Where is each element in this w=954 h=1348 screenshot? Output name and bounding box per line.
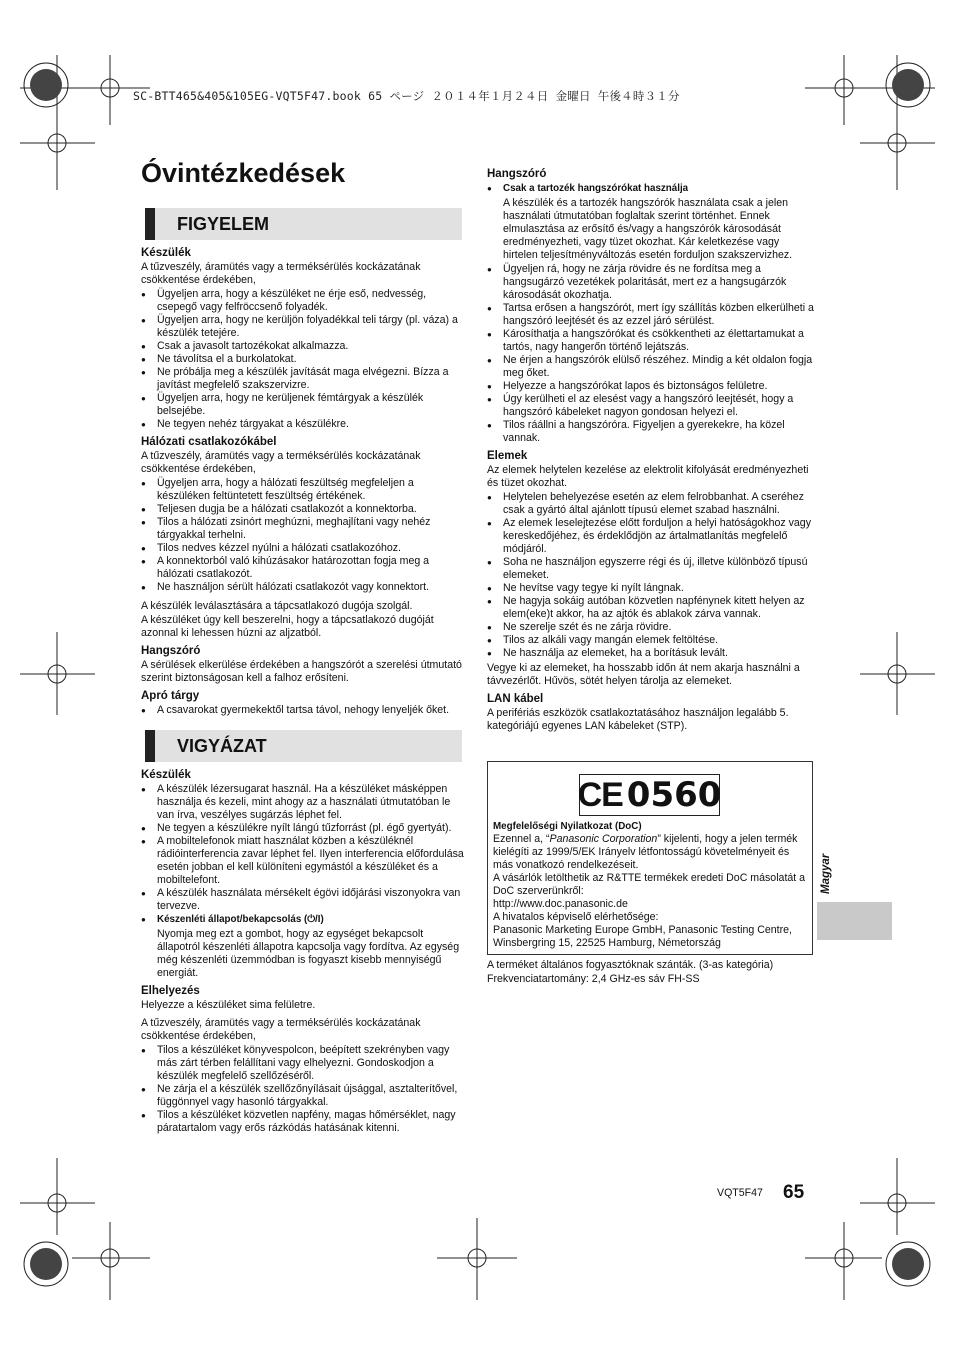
after-box-text (487, 959, 815, 987)
elemek-note: Vegye ki az elemeket, ha hosszabb időn át nem akarja használni a távvezérlőt. Hűvös, sötét helyen tárolja az elemeket. (487, 662, 800, 687)
apro-list (141, 704, 466, 717)
doc-declaration-box (487, 761, 813, 955)
accessory-speakers-heading: ● Csak a tartozék hangszórókat használja (487, 182, 815, 195)
elemek-list (487, 491, 815, 660)
consumer-category: A terméket általános fogyasztóknak szánták. (3-as kategória) (487, 959, 774, 971)
figyelem-banner (145, 208, 462, 240)
list-item: ● Csak a javasolt tartozékokat alkalmazza. (141, 340, 466, 353)
doc-rep-label: A hivatalos képviselő elérhetősége: (493, 911, 659, 923)
doc-company: Panasonic Corporation (549, 833, 658, 845)
apro-heading: Apró tárgy (141, 690, 200, 702)
vigyazat-banner (145, 730, 462, 762)
list-item: ● Soha ne használjon egyszerre régi és új, illetve különböző típusú elemeket. (487, 556, 815, 582)
banner-bar (145, 730, 155, 762)
vigyazat-banner-text: VIGYÁZAT (177, 735, 267, 756)
list-item: ● Ne zárja el a készülék szellőzőnyílásait újsággal, asztalterítővel, függönnyel vagy hasonló tárgyakkal. (141, 1083, 466, 1109)
right-hangszoro-list (487, 182, 815, 195)
standby-heading: ● Készenléti állapot/bekapcsolás (⏻/I) (141, 913, 466, 926)
list-item: ● Ne hagyja sokáig autóban közvetlen napfénynek kitett helyen az elem(eke)t akkor, ha az ajtók és ablakok zárva vannak. (487, 595, 815, 621)
list-item: ● Ne érjen a hangszórók elülső részéhez. Mindig a két oldalon fogja meg őket. (487, 354, 815, 380)
keszulek-intro: A tűzveszély, áramütés vagy a terméksérülés kockázatának csökkentése érdekében, (141, 261, 421, 286)
list-item: ● Ne tegyen a készülékre nyílt lángú tűzforrást (pl. égő gyertyát). (141, 822, 466, 835)
ce-mark (579, 774, 720, 816)
page-number: 65 (783, 1182, 805, 1203)
vigyazat-keszulek-list (141, 783, 466, 926)
right-hangszoro-items (487, 263, 815, 445)
lan-text: A perifériás eszközök csatlakoztatásához használjon legalább 5. kategóriájú egyenes LAN kábeleket (STP). (487, 707, 789, 732)
footer-code: VQT5F47 (717, 1187, 763, 1199)
language-label (818, 836, 838, 896)
vigyazat-section (141, 764, 466, 1137)
list-item: ● Tilos a készüléket közvetlen napfény, magas hőmérséklet, nagy páratartalom vagy erős rázkódás hatásának kitenni. (141, 1109, 466, 1135)
figyelem-section (141, 242, 466, 719)
right-hangszoro-heading: Hangszóró (487, 168, 547, 180)
doc-heading: Megfelelőségi Nyilatkozat (DoC) (493, 821, 642, 832)
list-item: ● Teljesen dugja be a hálózati csatlakozót a konnektorba. (141, 503, 466, 516)
figyelem-banner-text: FIGYELEM (177, 213, 270, 234)
lan-heading: LAN kábel (487, 693, 544, 705)
list-item: ● Tilos ráállni a hangszóróra. Figyeljen a gyerekekre, ha közel vannak. (487, 419, 815, 445)
doc-line-1b: ” kijelenti, hogy a jelen termék kielégíti az 1999/5/EK Irányelv létfontosságú követelményeit és más vonatkozó rendelkezéseit. (493, 833, 798, 871)
halozati-list (141, 477, 466, 594)
hangszoro-text: A sérülések elkerülése érdekében a hangszórót a szerelési útmutató szerint biztonságosan kell a falhoz erősíteni. (141, 659, 462, 684)
right-column (487, 163, 815, 734)
list-item: ● Ne próbálja meg a készülék javítását maga elvégezni. Bízza a javítást megfelelő szakszervizre. (141, 366, 466, 392)
halozati-note-1: A készülék leválasztására a tápcsatlakozó dugója szolgál. (141, 600, 413, 612)
file-info-header: SC-BTT465&405&105EG-VQT5F47.book 65 ページ ２０１４年１月２４日 金曜日 午後４時３１分 (133, 89, 680, 103)
language-tab (817, 902, 892, 940)
list-item: ● A mobiltelefonok miatt használat közben a készüléknél rádióinterferencia zavar léphet fel. Ilyen interferencia előfordulása esetén jobban el kell különíteni egymástól a készüléket és a mobiltelefont. (141, 835, 466, 887)
halozati-note-2: A készüléket úgy kell beszerelni, hogy a tápcsatlakozó dugóját azonnal ki lehessen húzni az aljzatból. (141, 614, 434, 639)
doc-rep-name: Panasonic Marketing Europe GmbH, Panasonic Testing Centre, Winsbergring 15, 22525 Hamburg, Németország (493, 924, 792, 949)
page-title: Óvintézkedések (141, 158, 346, 188)
list-item: ● Ügyeljen arra, hogy a hálózati feszültség megfeleljen a készüléken feltüntetett feszültség értékének. (141, 477, 466, 503)
list-item: ● Ne tegyen nehéz tárgyakat a készülékre. (141, 418, 466, 431)
list-item: ● Helyezze a hangszórókat lapos és biztonságos felületre. (487, 380, 815, 393)
elemek-heading: Elemek (487, 450, 528, 462)
list-item: ● Károsíthatja a hangszórókat és csökkentheti az élettartamukat a tartós, nagy hangerőn történő lejátszás. (487, 328, 815, 354)
frequency-range: Frekvenciatartomány: 2,4 GHz-es sáv FH-SS (487, 973, 700, 985)
banner-bar (145, 208, 155, 240)
doc-line-1a: Ezennel a, “ (493, 833, 550, 845)
list-item: ● Tartsa erősen a hangszórót, mert így szállítás közben elkerülheti a hangszóró leejtését és az ezzel járó sérülést. (487, 302, 815, 328)
ce-logo: CE (577, 775, 623, 814)
list-item: ● Tilos a készüléket könyvespolcon, beépített szekrényben vagy más zárt térben felállítani vagy elhelyezni. Gondoskodjon a készülék megfelelő szellőzéséről. (141, 1044, 466, 1083)
halozati-intro: A tűzveszély, áramütés vagy a terméksérülés kockázatának csökkentése érdekében, (141, 450, 421, 475)
doc-line-2: A vásárlók letölthetik az R&TTE termékek eredeti DoC másolatát a DoC szerverünkről: (493, 872, 806, 897)
elhelyezes-list (141, 1044, 466, 1135)
language-label-text: Magyar (820, 853, 832, 894)
list-item: ● Ügyeljen arra, hogy ne kerüljenek fémtárgyak a készülék belsejébe. (141, 392, 466, 418)
list-item: ● Tilos az alkáli vagy mangán elemek feltöltése. (487, 634, 815, 647)
ce-number: 0560 (626, 775, 722, 815)
keszulek-heading: Készülék (141, 247, 191, 259)
list-item: ● Úgy kerülheti el az elesést vagy a hangszóró leejtését, hogy a hangszóró kábeleket nagyon gondosan helyezi el. (487, 393, 815, 419)
list-item: ● Ügyeljen arra, hogy a készüléket ne érje eső, nedvesség, csepegő vagy felfröccsenő folyadék. (141, 288, 466, 314)
list-item: ● Ne használja az elemeket, ha a borításuk levált. (487, 647, 815, 660)
doc-line-1 (493, 833, 809, 872)
doc-text (493, 820, 809, 950)
list-item: ● A csavarokat gyermekektől tartsa távol, nehogy lenyeljék őket. (141, 704, 466, 717)
list-item: ● Ne távolítsa el a burkolatokat. (141, 353, 466, 366)
elhelyezes-heading: Elhelyezés (141, 985, 200, 997)
keszulek-list (141, 288, 466, 431)
list-item: ● Ügyeljen arra, hogy ne kerüljön folyadékkal teli tárgy (pl. váza) a készülék tetejére. (141, 314, 466, 340)
accessory-speakers-text: A készülék és a tartozék hangszórók használata csak a jelen használati útmutatóban foglaltak szerint történhet. Ennek elmulasztása az erősítő és/vagy a hangszórók károsodását eredményezheti, vagy tüzet okozhat. Kár keletkezése vagy hirtelen teljesítményváltozás esetén forduljon szakszervizhez. (503, 197, 793, 261)
list-item: ● A készülék lézersugarat használ. Ha a készüléket másképpen használja és kezeli, mint ahogy az a használati útmutatóban le van írva, veszélyes sugárzás léphet fel. (141, 783, 466, 822)
list-item: ● Ügyeljen rá, hogy ne zárja rövidre és ne fordítsa meg a hangsugárzó vezetékek polaritását, mert ez a hangsugárzók károsodását okozhatja. (487, 263, 815, 302)
list-item: ● Tilos a hálózati zsinórt meghúzni, meghajlítani vagy nehéz tárgyakkal terhelni. (141, 516, 466, 542)
list-item: ● Tilos nedves kézzel nyúlni a hálózati csatlakozóhoz. (141, 542, 466, 555)
halozati-heading: Hálózati csatlakozókábel (141, 436, 277, 448)
list-item: ● Ne szerelje szét és ne zárja rövidre. (487, 621, 815, 634)
list-item: ● Az elemek leselejtezése előtt forduljon a helyi hatóságokhoz vagy kereskedőjéhez, és érdeklődjön az ártalmatlanítás megfelelő módjáról. (487, 517, 815, 556)
hangszoro-heading: Hangszóró (141, 645, 201, 657)
list-item: ● Ne használjon sérült hálózati csatlakozót vagy konnektort. (141, 581, 466, 594)
list-item: ● Ne hevítse vagy tegye ki nyílt lángnak. (487, 582, 815, 595)
vigyazat-keszulek-heading: Készülék (141, 769, 191, 781)
elhelyezes-intro: A tűzveszély, áramütés vagy a terméksérülés kockázatának csökkentése érdekében, (141, 1017, 421, 1042)
list-item: ● A konnektorból való kihúzásakor határozottan fogja meg a hálózati csatlakozót. (141, 555, 466, 581)
elhelyezes-text: Helyezze a készüléket sima felületre. (141, 999, 316, 1011)
doc-url[interactable]: http://www.doc.panasonic.de (493, 898, 628, 910)
standby-text: Nyomja meg ezt a gombot, hogy az egységet bekapcsolt állapotról készenléti állapotra kapcsolja vagy fordítva. Az egység még készenléti üzemmódban is fogyaszt kisebb mennyiségű energiát. (157, 928, 460, 979)
elemek-intro: Az elemek helytelen kezelése az elektrolit kifolyását eredményezheti és tüzet okozhat. (487, 464, 809, 489)
list-item: ● A készülék használata mérsékelt égövi időjárási viszonyokra van tervezve. (141, 887, 466, 913)
list-item: ● Helytelen behelyezése esetén az elem felrobbanhat. A cseréhez csak a gyártó által ajánlott típusú elemet szabad használni. (487, 491, 815, 517)
